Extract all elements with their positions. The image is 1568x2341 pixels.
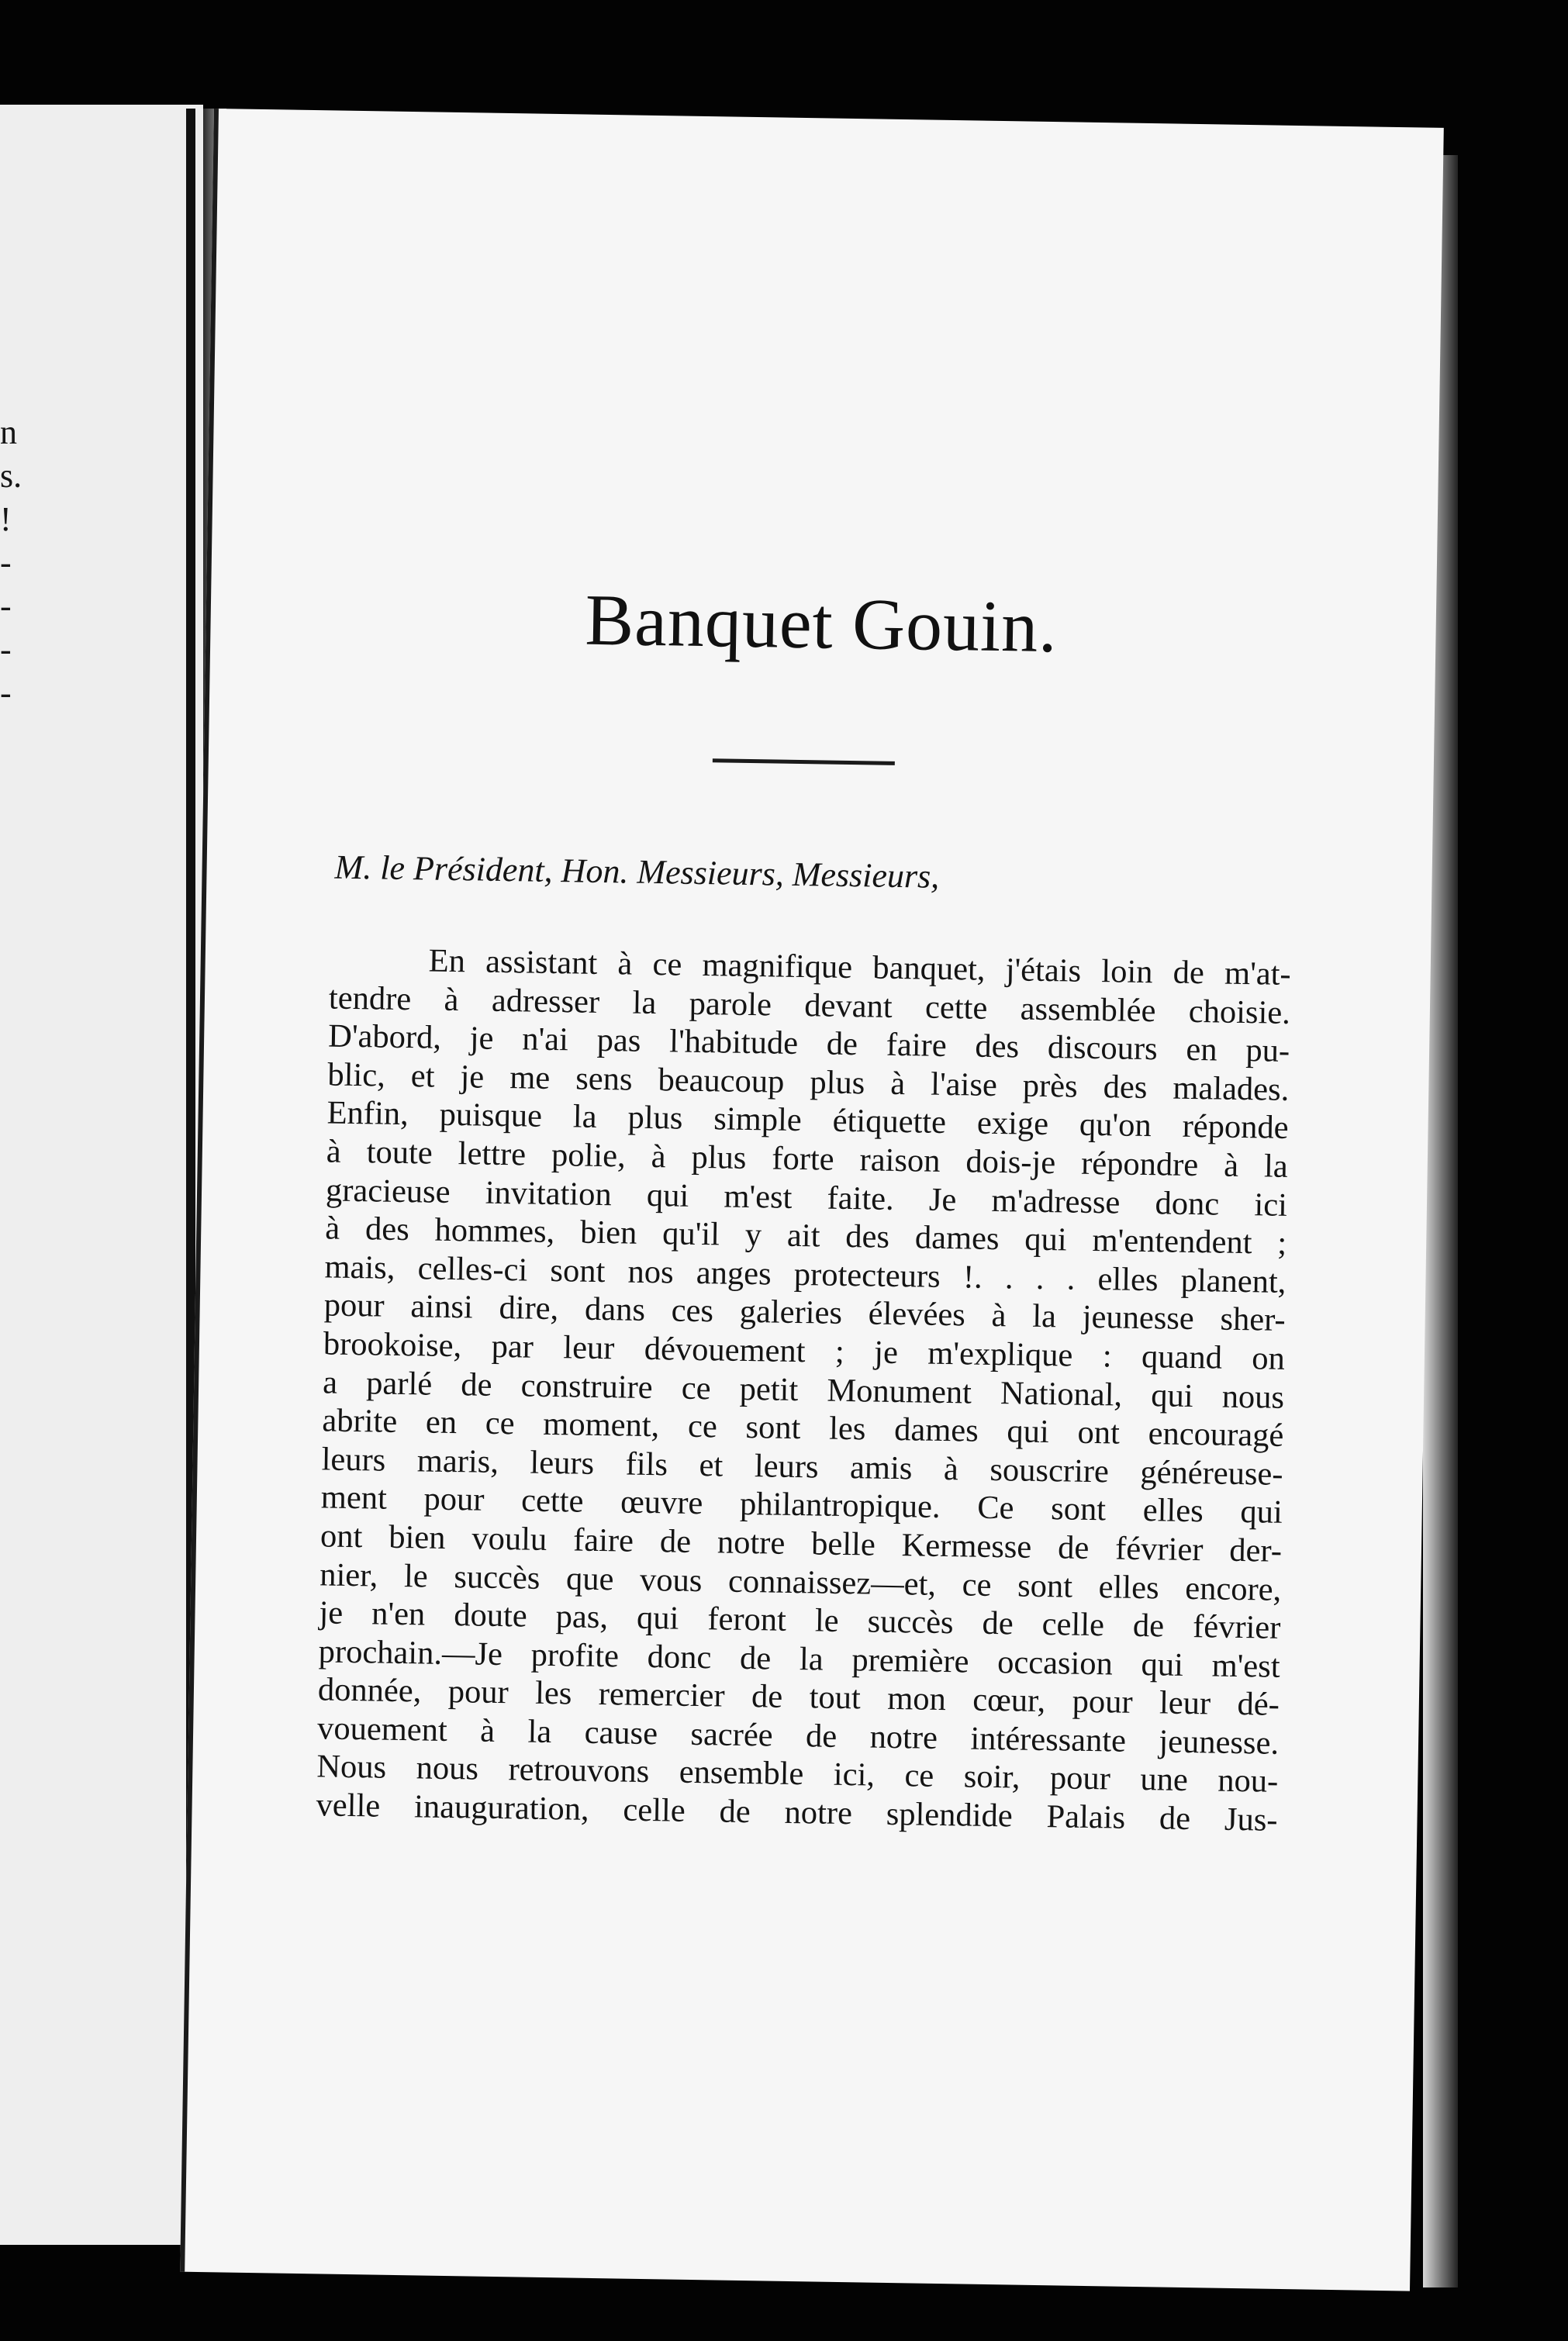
text-line: donnée, pour les remercier de tout mon cœur, pour leur dé- — [317, 1671, 1280, 1724]
text-line: En assistant à ce magnifique banquet, j'étais loin de m'at- — [428, 942, 1292, 993]
text-line: vouement à la cause sacrée de notre intéressante jeunesse. — [316, 1710, 1280, 1762]
left-page-fragments — [0, 411, 31, 715]
text-line: a parlé de construire ce petit Monument National, qui nous — [322, 1363, 1285, 1416]
text-line: à des hommes, bien qu'il y ait des dames qui m'entendent ; — [324, 1210, 1287, 1262]
left-fragment: - — [0, 587, 12, 625]
text-line: abrite en ce moment, ce sont les dames qui ont encouragé — [322, 1402, 1284, 1454]
text-line: prochain.—Je profite donc de la première occasion qui m'est — [318, 1633, 1280, 1685]
title-divider — [713, 758, 895, 765]
text-line: ont bien voulu faire de notre belle Kermesse de février der- — [319, 1518, 1283, 1569]
text-line: Enfin, puisque la plus simple étiquette exige qu'on réponde — [326, 1094, 1289, 1147]
text-line: je n'en doute pas, qui feront le succès de celle de février — [319, 1594, 1281, 1646]
text-line: ment pour cette œuvre philantropique. Ce sont elles qui — [320, 1479, 1283, 1531]
text-line: leurs maris, leurs fils et leurs amis à souscrire généreuse- — [321, 1441, 1283, 1493]
text-line: D'abord, je n'ai pas l'habitude de faire des discours en pu- — [327, 1017, 1290, 1070]
text-line: blic, et je me sens beaucoup plus à l'aise près des malades. — [327, 1056, 1290, 1108]
left-fragment: s. — [0, 457, 22, 495]
book-page — [180, 109, 1444, 2291]
page-title: Banquet Gouin. — [584, 579, 1059, 668]
text-line: brookoise, par leur dévouement ; je m'explique : quand on — [323, 1325, 1286, 1377]
text-line: mais, celles-ci sont nos anges protecteurs !. . . . elles planent, — [324, 1248, 1287, 1300]
body-text — [316, 940, 1291, 1839]
text-line: Nous nous retrouvons ensemble ici, ce soir, pour une nou- — [316, 1748, 1279, 1801]
left-fragment: - — [0, 630, 12, 668]
text-line: à toute lettre polie, à plus forte raison dois-je répondre à la — [326, 1133, 1289, 1185]
left-fragment: - — [0, 544, 12, 582]
text-line: velle inauguration, celle de notre splendide Palais de Jus- — [316, 1787, 1278, 1839]
left-fragment: n — [0, 413, 17, 451]
left-fragment: ! — [0, 500, 12, 538]
text-line: gracieuse invitation qui m'est faite. Je m'adresse donc ici — [325, 1172, 1288, 1224]
text-line: tendre à adresser la parole devant cette assemblée choisie. — [328, 979, 1291, 1031]
left-fragment: - — [0, 674, 12, 712]
text-line: nier, le succès que vous connaissez—et, ce sont elles encore, — [319, 1555, 1282, 1608]
text-line: pour ainsi dire, dans ces galeries élevées à la jeunesse sher- — [323, 1286, 1286, 1339]
salutation: M. le Président, Hon. Messieurs, Messieurs, — [334, 848, 940, 896]
